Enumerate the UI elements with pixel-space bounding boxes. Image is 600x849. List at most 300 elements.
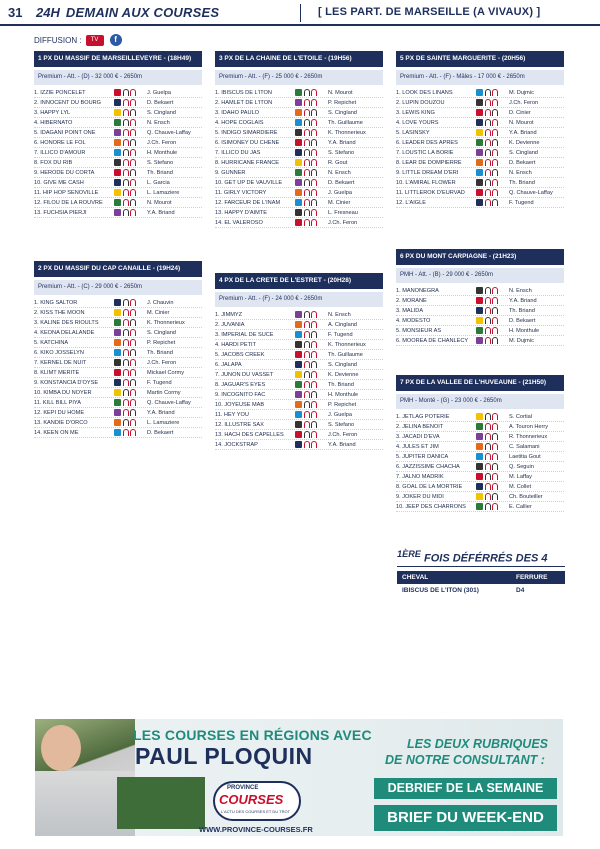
runner-name: 9. KONSTANCIA D'OYSE <box>34 379 99 386</box>
debrief-button[interactable]: DEBRIEF DE LA SEMAINE <box>374 778 557 799</box>
horseshoe-icon <box>123 199 129 206</box>
shoe-icon-group <box>485 493 507 500</box>
runner-name: 3. IDAHO PAULO <box>215 109 260 116</box>
runner-jockey: Laetitia Gout <box>509 453 541 460</box>
shoe-icon-group <box>304 401 326 408</box>
runner-name: 11. HEY YOU <box>215 411 249 418</box>
runner-jockey: Y.A. Briand <box>328 139 356 146</box>
horseshoe-icon <box>304 169 310 176</box>
horseshoe-icon <box>304 371 310 378</box>
runner-name: 4. KEONA DELALANDE <box>34 329 95 336</box>
horseshoe-icon <box>492 493 498 500</box>
shoe-icon-group <box>485 317 507 324</box>
silk-icon <box>476 169 483 176</box>
shoe-icon-group <box>485 413 507 420</box>
runner-jockey: C. Salamani <box>509 443 540 450</box>
horseshoe-icon <box>311 351 317 358</box>
silk-icon <box>295 431 302 438</box>
horseshoe-icon <box>130 409 136 416</box>
horseshoe-icon <box>304 159 310 166</box>
list-item <box>34 168 202 178</box>
horseshoe-icon <box>492 129 498 136</box>
list-item <box>215 380 383 390</box>
silk-icon <box>476 413 483 420</box>
runner-jockey: S. Cingland <box>328 109 357 116</box>
runner-jockey: N. Ensch <box>509 169 532 176</box>
list-item <box>34 198 202 208</box>
horseshoe-icon <box>311 421 317 428</box>
runner-jockey: D. Bekaert <box>328 179 355 186</box>
banner-right2: DE NOTRE CONSULTANT : <box>385 753 545 767</box>
runner-name: 12. ILLUSTRE SAX <box>215 421 264 428</box>
runner-name: 13. HACH DES CAPELLES <box>215 431 284 438</box>
runner-jockey: Th. Briand <box>509 179 535 186</box>
horseshoe-icon <box>123 329 129 336</box>
runner-name: 8. GOAL DE LA MORTRIE <box>396 483 463 490</box>
shoe-icon-group <box>304 441 326 448</box>
silk-icon <box>476 307 483 314</box>
brief-button[interactable]: BRIEF DU WEEK-END <box>374 805 557 831</box>
list-item <box>396 452 564 462</box>
silk-icon <box>295 411 302 418</box>
runner-jockey: Y.A. Briand <box>147 409 175 416</box>
shoe-icon-group <box>123 339 145 346</box>
shoe-icon-group <box>123 169 145 176</box>
runner-name: 6. KIKO JOSSELYN <box>34 349 84 356</box>
runner-jockey: M. Cinier <box>147 309 170 316</box>
race-conditions: Premium - Att. - (F) - 24 000 € - 2650m <box>215 292 383 307</box>
shoe-icon-group <box>485 463 507 470</box>
runner-jockey: A. Touron Herry <box>509 423 549 430</box>
runner-jockey: Q. Seguin <box>509 463 534 470</box>
list-item <box>396 286 564 296</box>
premiere-fois-deferres <box>397 549 565 598</box>
shoe-icon-group <box>304 139 326 146</box>
silk-icon <box>114 359 121 366</box>
list-item <box>34 408 202 418</box>
race-title: 2 PX DU MASSIF DU CAP CANAILLE - (19H24) <box>34 261 202 277</box>
horseshoe-icon <box>123 149 129 156</box>
runner-jockey: P. Repichet <box>328 401 357 408</box>
shoe-icon-group <box>485 169 507 176</box>
horseshoe-icon <box>123 419 129 426</box>
runner-list <box>396 286 564 346</box>
horseshoe-icon <box>123 139 129 146</box>
runner-jockey: S. Cingland <box>147 109 176 116</box>
horseshoe-icon <box>485 493 491 500</box>
horseshoe-icon <box>123 169 129 176</box>
silk-icon <box>476 443 483 450</box>
list-item <box>34 358 202 368</box>
silk-icon <box>295 351 302 358</box>
silk-icon <box>476 119 483 126</box>
shoe-icon-group <box>123 359 145 366</box>
runner-name: 5. INDIGO SIMARDIERE <box>215 129 278 136</box>
list-item <box>34 378 202 388</box>
header-divider <box>300 4 301 22</box>
shoe-icon-group <box>304 219 326 226</box>
silk-icon <box>295 179 302 186</box>
horseshoe-icon <box>123 309 129 316</box>
horseshoe-icon <box>311 441 317 448</box>
runner-name: 6. LEADER DES APRES <box>396 139 458 146</box>
silk-icon <box>476 483 483 490</box>
horseshoe-icon <box>492 503 498 510</box>
runner-name: 1. LOOK DES LINANS <box>396 89 453 96</box>
horseshoe-icon <box>130 429 136 436</box>
runner-jockey: Y.A. Briand <box>509 129 537 136</box>
horseshoe-icon <box>492 189 498 196</box>
silk-icon <box>114 419 121 426</box>
horseshoe-icon <box>311 381 317 388</box>
runner-jockey: D. Bekaert <box>509 317 536 324</box>
runner-jockey: D. Bekaert <box>509 159 536 166</box>
list-item <box>215 198 383 208</box>
list-item <box>215 350 383 360</box>
runner-jockey: M. Dujmic <box>509 89 534 96</box>
runner-jockey: J.Ch. Feron <box>147 359 177 366</box>
runner-name: 9. GUNNER <box>215 169 246 176</box>
logo-tagline: L'ACTU DES COURSES ET DU TROT <box>221 809 291 814</box>
runner-name: 7. JALNO MADRIK <box>396 473 444 480</box>
horseshoe-icon <box>311 321 317 328</box>
horseshoe-icon <box>123 369 129 376</box>
runner-name: 1. IZZIE PONCELET <box>34 89 86 96</box>
horseshoe-icon <box>492 463 498 470</box>
shoe-icon-group <box>485 453 507 460</box>
runner-jockey: K. Devienne <box>328 371 359 378</box>
list-item <box>215 360 383 370</box>
runner-name: 2. MORANE <box>396 297 427 304</box>
horseshoe-icon <box>485 483 491 490</box>
list-item <box>396 128 564 138</box>
list-item <box>34 338 202 348</box>
silk-icon <box>114 389 121 396</box>
horseshoe-icon <box>130 169 136 176</box>
shoe-icon-group <box>304 199 326 206</box>
silk-icon <box>114 209 121 216</box>
runner-list <box>396 88 564 208</box>
runner-jockey: M. Laffay <box>509 473 532 480</box>
tv-icon[interactable]: TV <box>86 35 104 46</box>
horseshoe-icon <box>485 327 491 334</box>
runner-jockey: Q. Chauve-Laffay <box>509 189 553 196</box>
runner-name: 6. MOOREA DE CHANLECY <box>396 337 469 344</box>
runner-jockey: N. Mourot <box>147 199 172 206</box>
horseshoe-icon <box>492 139 498 146</box>
list-item <box>215 370 383 380</box>
page-title: DEMAIN AUX COURSES <box>65 4 220 20</box>
runner-jockey: Q. Chauve-Laffay <box>147 399 191 406</box>
silk-icon <box>476 337 483 344</box>
horseshoe-icon <box>485 99 491 106</box>
runner-jockey: S. Stefano <box>328 421 355 428</box>
horseshoe-icon <box>304 341 310 348</box>
shoe-icon-group <box>485 179 507 186</box>
silk-icon <box>295 391 302 398</box>
silk-icon <box>114 349 121 356</box>
runner-name: 7. JUNON DU VASSET <box>215 371 274 378</box>
list-item <box>34 148 202 158</box>
horseshoe-icon <box>123 429 129 436</box>
shoe-icon-group <box>123 389 145 396</box>
silk-icon <box>295 119 302 126</box>
table-row <box>397 584 565 598</box>
list-item <box>396 316 564 326</box>
horseshoe-icon <box>492 307 498 314</box>
list-item <box>215 218 383 228</box>
horseshoe-icon <box>311 129 317 136</box>
horseshoe-icon <box>304 199 310 206</box>
banner-line2: PAUL PLOQUIN <box>135 743 313 769</box>
list-item <box>396 462 564 472</box>
horseshoe-icon <box>130 189 136 196</box>
silk-icon <box>114 169 121 176</box>
list-item <box>396 188 564 198</box>
horseshoe-icon <box>304 391 310 398</box>
list-item <box>215 148 383 158</box>
horseshoe-icon <box>485 433 491 440</box>
runner-jockey: S. Stefano <box>147 159 174 166</box>
shoe-icon-group <box>304 159 326 166</box>
list-item <box>34 298 202 308</box>
silk-icon <box>114 199 121 206</box>
runner-jockey: K. Thonnerieux <box>328 129 366 136</box>
silk-icon <box>476 297 483 304</box>
runner-name: 14. KEEN ON ME <box>34 429 79 436</box>
shoe-icon-group <box>304 311 326 318</box>
list-item <box>396 472 564 482</box>
runner-name: 1. IBISCUS DE L'ITON <box>215 89 272 96</box>
shoe-icon-group <box>485 307 507 314</box>
banner-right1: LES DEUX RUBRIQUES <box>407 737 548 751</box>
runner-name: 14. JOCKSTRAP <box>215 441 258 448</box>
runner-list <box>396 412 564 512</box>
horseshoe-icon <box>311 341 317 348</box>
silk-icon <box>114 329 121 336</box>
shoe-icon-group <box>304 109 326 116</box>
fois-title-sup: 1ÈRE <box>397 549 421 559</box>
list-item <box>396 138 564 148</box>
ferrure-cell: D4 <box>516 587 525 594</box>
horseshoe-icon <box>485 297 491 304</box>
magazine-covers <box>117 777 205 829</box>
runner-name: 13. FUCHSIA PIERJI <box>34 209 87 216</box>
silk-icon <box>295 311 302 318</box>
shoe-icon-group <box>123 329 145 336</box>
runner-name: 5. KATCHINA <box>34 339 69 346</box>
province-courses-ad[interactable] <box>35 719 563 836</box>
horseshoe-icon <box>492 413 498 420</box>
runner-jockey: H. Monthule <box>328 391 359 398</box>
list-item <box>215 88 383 98</box>
runner-name: 4. HARDI PETIT <box>215 341 257 348</box>
silk-icon <box>114 139 121 146</box>
runner-name: 10. GIVE ME CASH <box>34 179 84 186</box>
shoe-icon-group <box>485 199 507 206</box>
runner-name: 5. JUPITER DANICA <box>396 453 449 460</box>
runner-name: 4. HIBERNATO <box>34 119 73 126</box>
list-item <box>215 118 383 128</box>
shoe-icon-group <box>485 473 507 480</box>
runner-jockey: K. Thonnerieux <box>147 319 185 326</box>
runner-list <box>215 310 383 450</box>
list-item <box>34 188 202 198</box>
runner-name: 6. JALAPA <box>215 361 242 368</box>
horseshoe-icon <box>123 129 129 136</box>
horseshoe-icon <box>492 159 498 166</box>
silk-icon <box>476 199 483 206</box>
horseshoe-icon <box>130 319 136 326</box>
runner-name: 2. LUPIN DOUZOU <box>396 99 445 106</box>
runner-name: 3. HAPPY LYL <box>34 109 71 116</box>
silk-icon <box>476 317 483 324</box>
runner-jockey: E. Callier <box>509 503 532 510</box>
horseshoe-icon <box>492 89 498 96</box>
horseshoe-icon <box>304 209 310 216</box>
facebook-icon[interactable]: f <box>110 34 122 46</box>
list-item <box>34 98 202 108</box>
horseshoe-icon <box>123 159 129 166</box>
silk-icon <box>476 179 483 186</box>
horseshoe-icon <box>311 371 317 378</box>
runner-name: 1. MANONEGRA <box>396 287 439 294</box>
silk-icon <box>114 399 121 406</box>
list-item <box>396 336 564 346</box>
diffusion-label: DIFFUSION : <box>34 35 82 45</box>
runner-jockey: S. Cortial <box>509 413 533 420</box>
list-item <box>396 108 564 118</box>
runner-name: 11. KILL BILL PIYA <box>34 399 81 406</box>
shoe-icon-group <box>123 419 145 426</box>
horseshoe-icon <box>485 443 491 450</box>
horseshoe-icon <box>311 219 317 226</box>
shoe-icon-group <box>304 119 326 126</box>
runner-name: 12. L'AIGLE <box>396 199 426 206</box>
race-title: 3 PX DE LA CHAINE DE L'ETOILE - (19H56) <box>215 51 383 67</box>
runner-jockey: N. Ensch <box>147 119 170 126</box>
horseshoe-icon <box>123 119 129 126</box>
horseshoe-icon <box>485 337 491 344</box>
list-item <box>396 296 564 306</box>
runner-name: 11. GIRLY VICTORY <box>215 189 267 196</box>
horseshoe-icon <box>304 421 310 428</box>
runner-name: 3. MALIDA <box>396 307 424 314</box>
silk-icon <box>295 219 302 226</box>
page-number: 31 <box>8 4 23 20</box>
runner-jockey: N. Mourot <box>328 89 353 96</box>
horseshoe-icon <box>130 309 136 316</box>
list-item <box>215 158 383 168</box>
horseshoe-icon <box>311 401 317 408</box>
runner-name: 5. MONSIEUR AS <box>396 327 442 334</box>
shoe-icon-group <box>304 361 326 368</box>
horseshoe-icon <box>311 139 317 146</box>
list-item <box>215 430 383 440</box>
horseshoe-icon <box>485 453 491 460</box>
runner-name: 5. LASINSKY <box>396 129 430 136</box>
fois-table-header <box>397 571 565 584</box>
shoe-icon-group <box>123 149 145 156</box>
horseshoe-icon <box>123 319 129 326</box>
horseshoe-icon <box>130 159 136 166</box>
horseshoe-icon <box>123 299 129 306</box>
horseshoe-icon <box>304 361 310 368</box>
runner-jockey: D. Bekaert <box>147 99 174 106</box>
runner-jockey: M. Dujmic <box>509 337 534 344</box>
runner-name: 6. HONORE LE FOL <box>34 139 86 146</box>
cheval-cell: IBISCUS DE L'ITON (301) <box>402 587 479 594</box>
list-item <box>34 138 202 148</box>
list-item <box>396 118 564 128</box>
runner-name: 8. FOX DU RIB <box>34 159 73 166</box>
shoe-icon-group <box>304 321 326 328</box>
horseshoe-icon <box>492 99 498 106</box>
shoe-icon-group <box>123 399 145 406</box>
runner-name: 3. KALINE DES RIOULTS <box>34 319 99 326</box>
shoe-icon-group <box>485 443 507 450</box>
runner-jockey: K. Thonnerieux <box>328 341 366 348</box>
silk-icon <box>476 109 483 116</box>
horseshoe-icon <box>485 89 491 96</box>
consultant-head <box>41 725 81 771</box>
runner-jockey: H. Monthule <box>147 149 178 156</box>
shoe-icon-group <box>485 149 507 156</box>
list-item <box>396 178 564 188</box>
list-item <box>34 428 202 438</box>
list-item <box>396 482 564 492</box>
horseshoe-icon <box>130 209 136 216</box>
silk-icon <box>295 331 302 338</box>
silk-icon <box>114 299 121 306</box>
runner-list <box>34 298 202 438</box>
horseshoe-icon <box>492 453 498 460</box>
silk-icon <box>114 89 121 96</box>
list-item <box>215 138 383 148</box>
list-item <box>215 340 383 350</box>
silk-icon <box>295 139 302 146</box>
race-title: 7 PX DE LA VALLEE DE L'HUVEAUNE - (21H50) <box>396 375 564 391</box>
silk-icon <box>114 179 121 186</box>
runner-name: 7. ILLICO D'AMOUR <box>34 149 86 156</box>
runner-name: 4. MODESTO <box>396 317 431 324</box>
list-item <box>396 442 564 452</box>
runner-jockey: A. Cingland <box>328 321 357 328</box>
shoe-icon-group <box>304 169 326 176</box>
runner-jockey: Th. Briand <box>147 169 173 176</box>
runner-jockey: N. Ensch <box>328 169 351 176</box>
list-item <box>215 410 383 420</box>
runner-name: 8. JAGUAR'S EYES <box>215 381 266 388</box>
runner-jockey: N. Ensch <box>328 311 351 318</box>
website-link[interactable]: WWW.PROVINCE-COURSES.FR <box>199 825 313 834</box>
shoe-icon-group <box>485 159 507 166</box>
race-title: 5 PX DE SAINTE MARGUERITE - (20H56) <box>396 51 564 67</box>
runner-name: 2. JUVANIA <box>215 321 245 328</box>
horseshoe-icon <box>130 199 136 206</box>
horseshoe-icon <box>492 433 498 440</box>
runner-jockey: J.Ch. Feron <box>328 431 358 438</box>
shoe-icon-group <box>485 109 507 116</box>
silk-icon <box>295 199 302 206</box>
shoe-icon-group <box>123 209 145 216</box>
shoe-icon-group <box>123 349 145 356</box>
shoe-icon-group <box>123 429 145 436</box>
shoe-icon-group <box>485 433 507 440</box>
runner-name: 6. JAZZISSIME CHACHA <box>396 463 460 470</box>
silk-icon <box>295 99 302 106</box>
horseshoe-icon <box>130 339 136 346</box>
